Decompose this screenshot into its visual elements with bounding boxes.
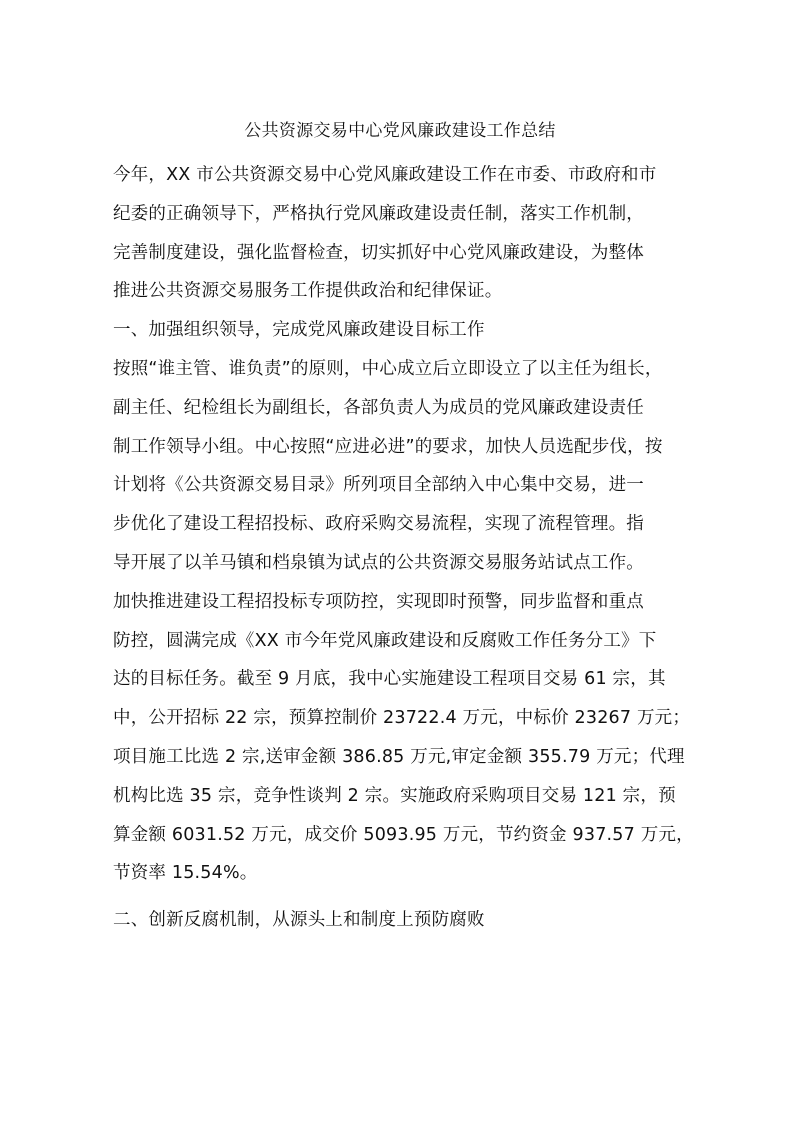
document-title: 公共资源交易中心党风廉政建设工作总结: [244, 121, 556, 141]
body-line: 加快推进建设工程招投标专项防控，实现即时预警，同步监督和重点: [113, 591, 644, 612]
body-line: 项目施工比选 2 宗,送审金额 386.85 万元,审定金额 355.79 万元；代理: [113, 746, 685, 767]
body-line: 导开展了以羊马镇和档泉镇为试点的公共资源交易服务站试点工作。: [113, 552, 644, 573]
body-line: 达的目标任务。截至 9 月底，我中心实施建设工程项目交易 61 宗，其: [113, 669, 666, 690]
body-line: 计划将《公共资源交易目录》所列项目全部纳入中心集中交易，进一: [113, 475, 644, 496]
body-line: 副主任、纪检组长为副组长，各部负责人为成员的党风廉政建设责任: [113, 397, 644, 418]
section-heading: 二、创新反腐机制，从源头上和制度上预防腐败: [113, 910, 485, 931]
body-line: 纪委的正确领导下，严格执行党风廉政建设责任制，落实工作机制，: [113, 203, 644, 224]
body-line: 完善制度建设，强化监督检查，切实抓好中心党风廉政建设，为整体: [113, 242, 644, 263]
body-line: 步优化了建设工程招投标、政府采购交易流程，实现了流程管理。指: [113, 514, 644, 535]
body-line: 推进公共资源交易服务工作提供政治和纪律保证。: [113, 281, 503, 302]
body-line: 按照“谁主管、谁负责”的原则，中心成立后立即设立了以主任为组长，: [113, 358, 663, 379]
section-heading: 一、加强组织领导，完成党风廉政建设目标工作: [113, 320, 485, 341]
body-line: 制工作领导小组。中心按照“应进必进”的要求，加快人员选配步伐，按: [113, 436, 663, 457]
body-line: 节资率 15.54%。: [113, 863, 258, 884]
body-line: 今年，XX 市公共资源交易中心党风廉政建设工作在市委、市政府和市: [113, 165, 657, 185]
body-line: 防控，圆满完成《XX 市今年党风廉政建设和反腐败工作任务分工》下: [113, 630, 657, 651]
body-line: 中，公开招标 22 宗，预算控制价 23722.4 万元，中标价 23267 万元；: [113, 708, 691, 729]
body-line: 机构比选 35 宗，竞争性谈判 2 宗。实施政府采购项目交易 121 宗，预: [113, 785, 676, 806]
body-line: 算金额 6031.52 万元，成交价 5093.95 万元，节约资金 937.57 万元，: [113, 824, 694, 845]
paragraph-gap: [113, 893, 693, 901]
document-body: [113, 156, 693, 940]
